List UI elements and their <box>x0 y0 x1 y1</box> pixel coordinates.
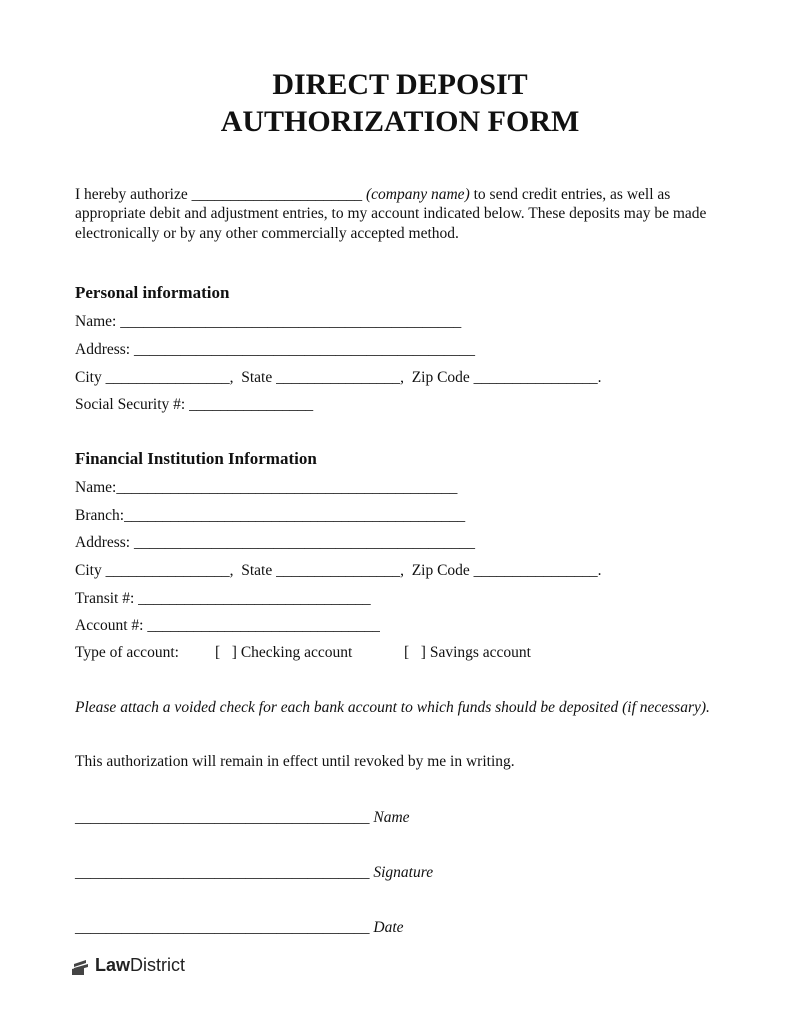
ssn-field[interactable]: Social Security #: ________________ <box>75 396 314 413</box>
logo-text-regular: District <box>130 955 186 975</box>
personal-address-field[interactable]: Address: ____________________________________________ <box>75 341 475 358</box>
name-label: Name <box>373 809 410 826</box>
personal-city-state-zip-field[interactable]: City ________________, State ________________, Zip Code ________________. <box>75 369 602 386</box>
company-name-hint: (company name) <box>366 186 470 203</box>
signature-row[interactable] <box>75 864 433 882</box>
intro-line2: appropriate debit and adjustment entries, to my account indicated below. These deposits may be made <box>75 205 707 222</box>
intro-text: I hereby authorize ______________________ <box>75 186 366 203</box>
bank-address-field[interactable]: Address: ____________________________________________ <box>75 534 475 551</box>
effect-statement: This authorization will remain in effect until revoked by me in writing. <box>75 753 515 770</box>
account-field[interactable]: Account #: ______________________________ <box>75 617 380 634</box>
logo-text-bold: Law <box>95 955 131 975</box>
note-text: Please attach a voided check for each bank account to which funds should be deposited (if necessary). <box>75 699 710 716</box>
account-type-label: Type of account: <box>75 644 179 661</box>
intro-line3: electronically or by any other commercially accepted method. <box>75 225 459 242</box>
transit-field[interactable]: Transit #: ______________________________ <box>75 590 371 607</box>
checking-checkbox[interactable]: [ ] Checking account <box>215 644 353 661</box>
bank-city-state-zip-field[interactable]: City ________________, State ________________, Zip Code ________________. <box>75 562 602 579</box>
name-signature-row[interactable] <box>75 809 410 827</box>
savings-checkbox[interactable]: [ ] Savings account <box>404 644 531 661</box>
bank-name-field[interactable]: Name:____________________________________________ <box>75 479 458 496</box>
signature-label: Signature <box>373 864 434 881</box>
intro-line1 <box>75 186 670 204</box>
page-title-line2: AUTHORIZATION FORM <box>220 105 580 138</box>
date-label: Date <box>373 919 404 936</box>
voided-check-note <box>75 699 710 717</box>
personal-name-field[interactable]: Name: ____________________________________________ <box>75 313 462 330</box>
name-line: ______________________________________ <box>75 809 370 826</box>
page-title-line1: DIRECT DEPOSIT <box>272 68 528 101</box>
logo-text <box>95 955 185 976</box>
lawdistrict-logo <box>72 955 185 976</box>
logo-icon <box>72 956 90 976</box>
intro-text: to send credit entries, as well as <box>469 186 671 203</box>
date-line: ______________________________________ <box>75 919 370 936</box>
financial-heading: Financial Institution Information <box>75 449 317 468</box>
branch-field[interactable]: Branch:____________________________________________ <box>75 507 466 524</box>
date-row[interactable] <box>75 919 404 937</box>
personal-heading: Personal information <box>75 283 230 302</box>
signature-line: ______________________________________ <box>75 864 370 881</box>
